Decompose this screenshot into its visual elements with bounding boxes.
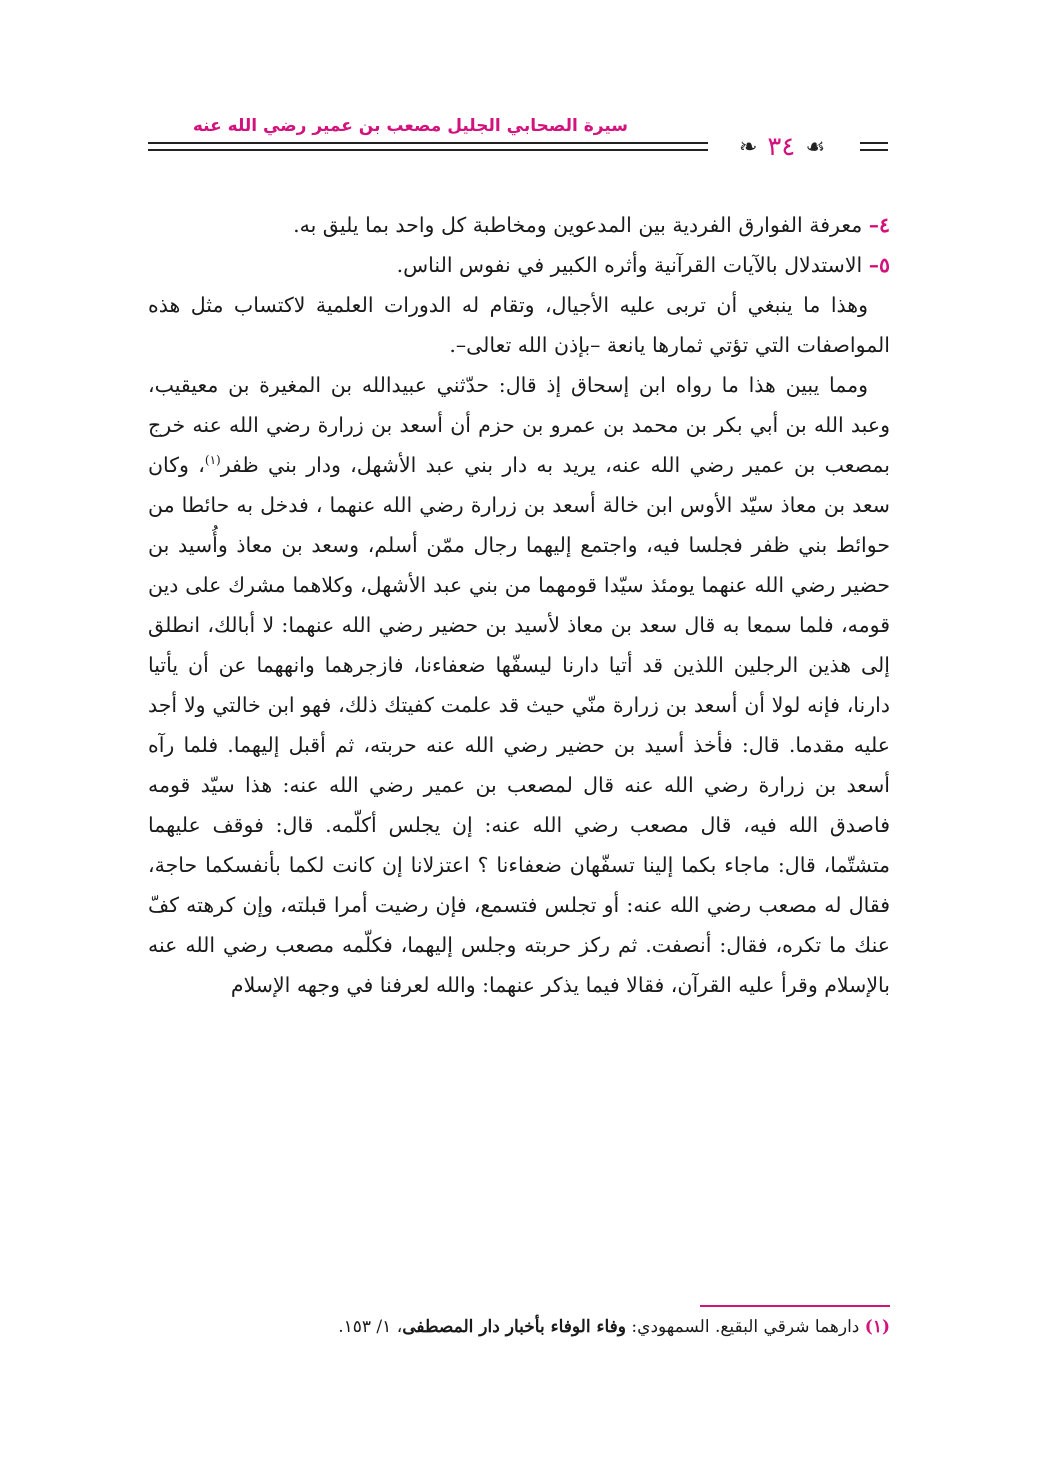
page-body: [148, 205, 890, 1005]
footnote-marker[interactable]: (١): [204, 453, 221, 468]
header-rule-top: [148, 142, 708, 144]
ornament-right-icon: ☙: [805, 134, 826, 160]
footnote-reference: ، ١/ ١٥٣.: [338, 1317, 403, 1337]
footnote-number: (١): [864, 1317, 890, 1337]
list-number: ٤–: [868, 213, 890, 237]
header-rule-right-top: [860, 142, 888, 144]
ornament-left-icon: ❧: [738, 134, 758, 160]
list-text: الاستدلال بالآيات القرآنية وأثره الكبير في نفوس الناس.: [396, 253, 869, 277]
list-text: معرفة الفوارق الفردية بين المدعوين ومخاطبة كل واحد بما يليق به.: [293, 213, 869, 237]
header-rule-right-bottom: [860, 149, 888, 151]
page-number-badge: [726, 128, 838, 166]
footnote: [148, 1310, 890, 1344]
paragraph-text: ومما يبين هذا ما رواه ابن إسحاق إذ قال: حدّثني عبيدالله بن المغيرة بن معيقيب، وعبد الله بن أبي بكر بن محمد بن عمرو بن حزم أن أسعد بن زرارة رضي الله عنه خرج بمصعب بن عمير رضي الله عنه، يريد به دار بني عبد الأشهل، ودار بني ظفر: [148, 373, 890, 477]
paragraph: [148, 365, 890, 1005]
header-rule-bottom: [148, 149, 708, 151]
list-number: ٥–: [868, 253, 890, 277]
running-title: سيرة الصحابي الجليل مصعب بن عمير رضي الله عنه: [192, 116, 628, 136]
footnote-separator: [700, 1305, 890, 1307]
page-header: [148, 108, 888, 168]
list-item: [148, 245, 890, 285]
list-item: [148, 205, 890, 245]
footnote-text: دارهما شرقي البقيع. السمهودي:: [626, 1317, 865, 1337]
paragraph-text-cont: ، وكان سعد بن معاذ سيّد الأوس ابن خالة أسعد بن زرارة رضي الله عنهما ، فدخل به حائطا من حوائط بني ظفر فجلسا فيه، واجتمع إليهما رجال ممّن أسلم، وسعد بن معاذ وأُسيد بن حضير رضي الله عنهما يومئذ سيّدا قومهما من بني عبد الأشهل، وكلاهما مشرك على دين قومه، فلما سمعا به قال سعد بن معاذ لأسيد بن حضير رضي الله عنهما: لا أبالك، انطلق إلى هذين الرجلين اللذين قد أتيا دارنا ليسفّها ضعفاءنا، فازجرهما وانههما عن أن يأتيا دارنا، فإنه لولا أن أسعد بن زرارة منّي حيث قد علمت كفيتك ذلك، فهو ابن خالتي ولا أجد عليه مقدما. قال: فأخذ أسيد بن حضير رضي الله عنه حربته، ثم أقبل إليهما. فلما رآه أسعد بن زرارة رضي الله عنه قال لمصعب بن عمير رضي الله عنه: هذا سيّد قومه فاصدق الله فيه، قال مصعب رضي الله عنه: إن يجلس أكلّمه. قال: فوقف عليهما متشتّما، قال: ماجاء بكما إلينا تسفّهان ضعفاءنا ؟ اعتزلانا إن كانت لكما بأنفسكما حاجة، فقال له مصعب رضي الله عنه: أو تجلس فتسمع، فإن رضيت أمرا قبلته، وإن كرهته كفّ عنك ما تكره، فقال: أنصفت. ثم ركز حربته وجلس إليهما، فكلّمه مصعب رضي الله عنه بالإسلام وقرأ عليه القرآن، فقالا فيما يذكر عنهما: والله لعرفنا في وجهه الإسلام: [148, 453, 890, 997]
paragraph: وهذا ما ينبغي أن تربى عليه الأجيال، وتقام له الدورات العلمية لاكتساب مثل هذه المواصفات التي تؤتي ثمارها يانعة –بإذن الله تعالى–.: [148, 293, 890, 357]
page-number: ٣٤: [767, 132, 796, 162]
footnote-book-title: وفاء الوفاء بأخبار دار المصطفى: [402, 1317, 627, 1337]
